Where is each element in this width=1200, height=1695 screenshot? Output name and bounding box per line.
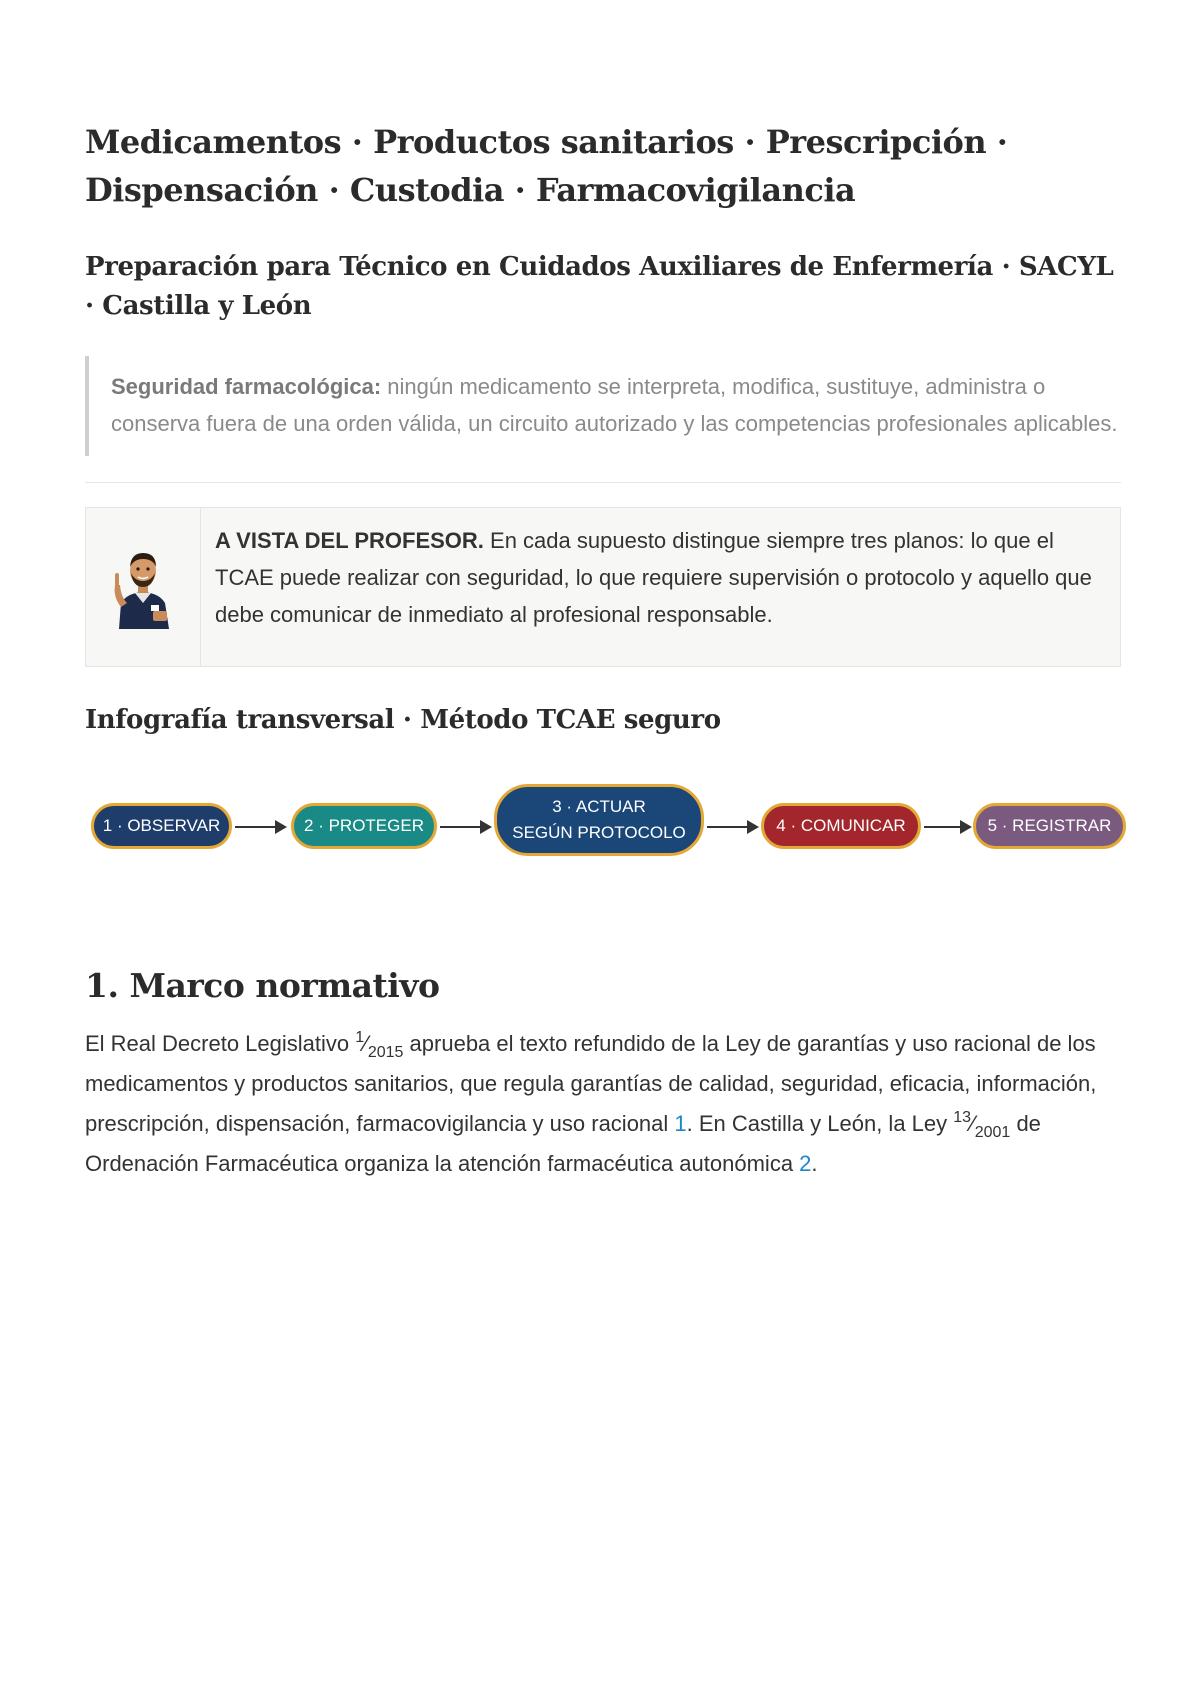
step-registrar: [973, 803, 1126, 849]
step-label: 1 · OBSERVAR: [102, 816, 221, 835]
section-paragraph: El Real Decreto Legislativo $^1⁄_{2015}$ aprueba el texto refundido de la Ley de garantías y uso racional de los medicamentos y productos sanitarios, que regula garantías de calidad, seguridad, eficacia, información, prescripción, dispensación, farmacovigilancia y uso racional 1. En Castilla y León, la Ley $^{13}⁄_{2001}$ de Ordenación Farmacéutica organiza la atención farmacéutica autonómica 2.: [85, 1029, 1097, 1176]
step-comunicar: [761, 803, 921, 849]
teacher-avatar-icon: [107, 545, 179, 629]
step-label: 5 · REGISTRAR: [987, 816, 1112, 835]
safety-text: ningún medicamento se interpreta, modifica, sustituye, administra o conserva fuera de una orden válida, un circuito autorizado y las competencias profesionales aplicables.: [111, 374, 1118, 436]
step-actuar: [494, 784, 704, 856]
arrow-icon: [440, 826, 490, 828]
callout-text: [201, 508, 1120, 666]
arrow-icon: [707, 826, 757, 828]
avatar: [86, 508, 201, 666]
callout-body: En cada supuesto distingue siempre tres planos: lo que el TCAE puede realizar con seguridad, lo que requiere supervisión o protocolo y aquello que debe comunicar de inmediato al profesional responsable.: [215, 528, 1092, 627]
page-subtitle: Preparación para Técnico en Cuidados Auxiliares de Enfermería · SACYL · Castilla y León: [85, 252, 1114, 321]
step-label: 2 · PROTEGER: [304, 816, 424, 835]
infographic-title: Infografía transversal · Método TCAE seguro: [85, 705, 721, 735]
step-label-line1: 3 · ACTUAR: [552, 797, 646, 816]
reference-link-1[interactable]: 1: [674, 1111, 687, 1136]
safety-label: Seguridad farmacológica:: [111, 374, 382, 399]
fraction-1-2015: $^1⁄_{2015}$: [355, 1029, 404, 1061]
step-observar: [91, 803, 232, 849]
divider: [85, 482, 1121, 483]
arrow-icon: [235, 826, 285, 828]
teacher-callout: [85, 507, 1121, 667]
callout-label: A VISTA DEL PROFESOR.: [215, 528, 484, 553]
document-page: [85, 100, 1121, 1184]
step-proteger: [291, 803, 437, 849]
arrow-icon: [924, 826, 970, 828]
section-heading: 1. Marco normativo: [85, 966, 440, 1005]
step-label: 4 · COMUNICAR: [776, 816, 906, 835]
safety-note: [85, 356, 1121, 456]
reference-link-2[interactable]: 2: [799, 1151, 812, 1176]
step-label-line2: SEGÚN PROTOCOLO: [512, 823, 686, 842]
method-flow: [85, 782, 1121, 872]
page-title: Medicamentos · Productos sanitarios · Prescripción · Dispensación · Custodia · Farmacovigilancia: [85, 123, 1008, 209]
fraction-13-2001: $^{13}⁄_{2001}$: [953, 1109, 1011, 1141]
